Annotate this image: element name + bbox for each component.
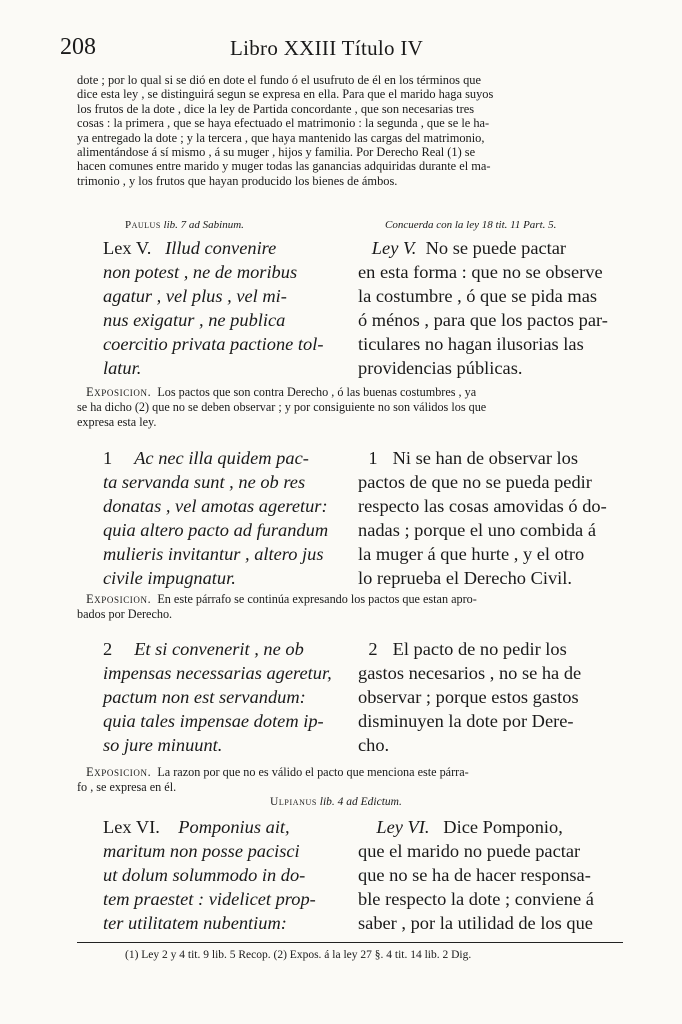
para1-spanish-line: respecto las cosas amovidas ó do- <box>358 496 607 516</box>
lex6-spanish-line: que no se ha de hacer responsa- <box>358 865 591 885</box>
lex6-spanish-line: saber , por la utilidad de los que <box>358 913 593 933</box>
lex5-spanish-line: ó ménos , para que los pactos par- <box>358 310 608 330</box>
attribution-author: Ulpianus <box>270 796 317 808</box>
page-number: 208 <box>60 34 96 60</box>
lex6-spanish-line: ble respecto la dote ; conviene á <box>358 889 594 909</box>
lex5-latin-line: agatur , vel plus , vel mi- <box>103 286 287 306</box>
exposicion-label: Exposicion. <box>86 765 152 779</box>
para2-number: 2 <box>103 639 113 659</box>
lex6-attribution <box>270 796 402 808</box>
para1-spanish: 1 Ni se han de observar los pactos de que no se pueda pedir respecto las cosas amovidas ó do- nadas ; porque el uno combida á la muger á que hurte , y el otro lo reprueba el Derecho Civil. <box>358 446 620 590</box>
para2-latin: 2 Et si convenerit , ne ob impensas necessarias ageretur, pactum non est servandum: quia tales impensae dotem ip- so jure minuunt. <box>103 637 343 757</box>
para2-exposicion: Exposicion. La razon por que no es válido el pacto que menciona este párra- fo , se expresa en él. <box>77 765 622 795</box>
footnotes: (1) Ley 2 y 4 tit. 9 lib. 5 Recop. (2) Expos. á la ley 27 §. 4 tit. 14 lib. 2 Dig. <box>125 949 472 961</box>
lex6-spanish-line: que el marido no puede pactar <box>358 841 581 861</box>
lex6-latin-line: ut dolum solummodo in do- <box>103 865 306 885</box>
para2-latin-line: so jure minuunt. <box>103 735 223 755</box>
para2-spanish-line: observar ; porque estos gastos <box>358 687 579 707</box>
intro-line: dice esta ley , se distinguirá segun se expresa en ella. Para que el marido haga suyos <box>77 87 494 102</box>
lex5-spanish <box>358 236 620 380</box>
exposicion-label: Exposicion. <box>86 385 152 399</box>
source-ref: lib. 7 ad Sabinum. <box>163 219 244 231</box>
exposicion-label: Exposicion. <box>86 592 152 606</box>
para2-spanish: 2 El pacto de no pedir los gastos necesarios , no se ha de observar ; porque estos gastos disminuyen la dote por Dere- cho. <box>358 637 620 757</box>
running-header <box>60 34 620 66</box>
para2-latin-line: pactum non est servandum: <box>103 687 306 707</box>
para2-number-es: 2 <box>368 639 378 659</box>
lex6-spanish-heading: Ley VI. <box>376 817 430 837</box>
para1-latin-line: mulieris invitantur , altero jus <box>103 544 324 564</box>
lex5-source-left <box>125 219 365 231</box>
source-author: Paulus <box>125 219 161 231</box>
intro-line: hacen comunes entre marido y muger todas las ganancias adquiridas durante el ma- <box>77 159 491 174</box>
para2-spanish-line: disminuyen la dote por Dere- <box>358 711 574 731</box>
para1-latin-line: ta servanda sunt , ne ob res <box>103 472 306 492</box>
attribution-ref: lib. 4 ad Edictum. <box>319 796 402 808</box>
lex5-spanish-heading: Ley V. <box>371 238 417 258</box>
exposicion-line: bados por Derecho. <box>77 607 173 621</box>
para2-spanish-line: gastos necesarios , no se ha de <box>358 663 582 683</box>
para1-spanish-line: nadas ; porque el uno combida á <box>358 520 596 540</box>
lex5-latin-line: non potest , ne de moribus <box>103 262 298 282</box>
running-title: Libro XXIII Título IV <box>230 36 424 60</box>
para1-number-es: 1 <box>368 448 378 468</box>
lex5-latin-line: coercitio privata pactione tol- <box>103 334 324 354</box>
lex5-latin-line: latur. <box>103 358 142 378</box>
lex5-latin-line: Lex V. Illud convenire <box>103 238 277 258</box>
intro-line: ya entregado la dote ; y la tercera , que haya mantenido las cargas del matrimonio, <box>77 130 485 145</box>
intro-paragraph <box>77 73 622 188</box>
lex5-latin <box>103 236 343 380</box>
lex6-spanish: Ley VI. Dice Pomponio, que el marido no puede pactar que no se ha de hacer responsa- ble respecto la dote ; conviene á saber , por la utilidad de los que <box>358 815 620 935</box>
lex6-latin: Lex VI. Pomponius ait, maritum non posse pacisci ut dolum solummodo in do- tem praestet : videlicet prop- ter utilitatem nubentium: <box>103 815 343 935</box>
para2-latin-line: impensas necessarias ageretur, <box>103 663 332 683</box>
para1-exposicion: Exposicion. En este párrafo se continúa expresando los pactos que estan apro- bados por Derecho. <box>77 592 622 622</box>
lex5-spanish-line: ticulares no hagan ilusorias las <box>358 334 584 354</box>
lex5-spanish-line: en esta forma : que no se observe <box>358 262 603 282</box>
para1-latin-line: quia altero pacto ad furandum <box>103 520 329 540</box>
para1-latin-line: civile impugnatur. <box>103 568 236 588</box>
lex6-latin-line: maritum non posse pacisci <box>103 841 300 861</box>
para2-spanish-line: cho. <box>358 735 390 755</box>
lex5-source-right: Concuerda con la ley 18 tit. 11 Part. 5. <box>385 219 557 231</box>
lex6-latin-line: ter utilitatem nubentium: <box>103 913 287 933</box>
intro-line: dote ; por lo qual si se dió en dote el fundo ó el usufruto de él en los términos que <box>77 73 481 87</box>
intro-line: los frutos de la dote , dice la ley de Partida concordante , que son necesarias tres <box>77 101 475 116</box>
exposicion-line: fo , se expresa en él. <box>77 780 177 794</box>
lex5-spanish-line: Ley V. No se puede pactar <box>371 238 567 258</box>
lex6-latin-line: tem praestet : videlicet prop- <box>103 889 316 909</box>
lex5-spanish-line: providencias públicas. <box>358 358 523 378</box>
para1-spanish-line: la muger á que hurte , y el otro <box>358 544 585 564</box>
intro-line: trimonio , y los frutos que hayan producido los bienes de ámbos. <box>77 173 398 188</box>
para1-spanish-line: pactos de que no se pueda pedir <box>358 472 592 492</box>
footnote-rule <box>77 942 623 943</box>
para1-latin: 1 Ac nec illa quidem pac- ta servanda sunt , ne ob res donatas , vel amotas ageretur: quia altero pacto ad furandum mulieris invitantur , altero jus civile impugnatur. <box>103 446 343 590</box>
para1-number: 1 <box>103 448 113 468</box>
intro-line: alimentándose á sí mismo , á su muger , hijos y familia. Por Derecho Real (1) se <box>77 145 476 160</box>
lex6-latin-heading: Lex VI. <box>103 817 160 837</box>
intro-line: cosas : la primera , que se haya efectuado el matrimonio : la segunda , que se le ha- <box>77 116 490 131</box>
para2-latin-line: quia tales impensae dotem ip- <box>103 711 324 731</box>
lex5-spanish-line: la costumbre , ó que se pida mas <box>358 286 598 306</box>
para1-spanish-line: lo reprueba el Derecho Civil. <box>358 568 572 588</box>
exposicion-line: expresa esta ley. <box>77 415 157 429</box>
para1-latin-line: donatas , vel amotas ageretur: <box>103 496 328 516</box>
lex5-latin-heading: Lex V. <box>103 238 152 258</box>
lex5-latin-line: nus exigatur , ne publica <box>103 310 286 330</box>
exposicion-line: se ha dicho (2) que no se deben observar ; y por consiguiente no son válidos los que <box>77 400 487 414</box>
lex5-exposicion: Exposicion. Los pactos que son contra Derecho , ó las buenas costumbres , ya se ha dicho (2) que no se deben observar ; y por consiguiente no son válidos los que expresa esta ley. <box>77 385 622 430</box>
